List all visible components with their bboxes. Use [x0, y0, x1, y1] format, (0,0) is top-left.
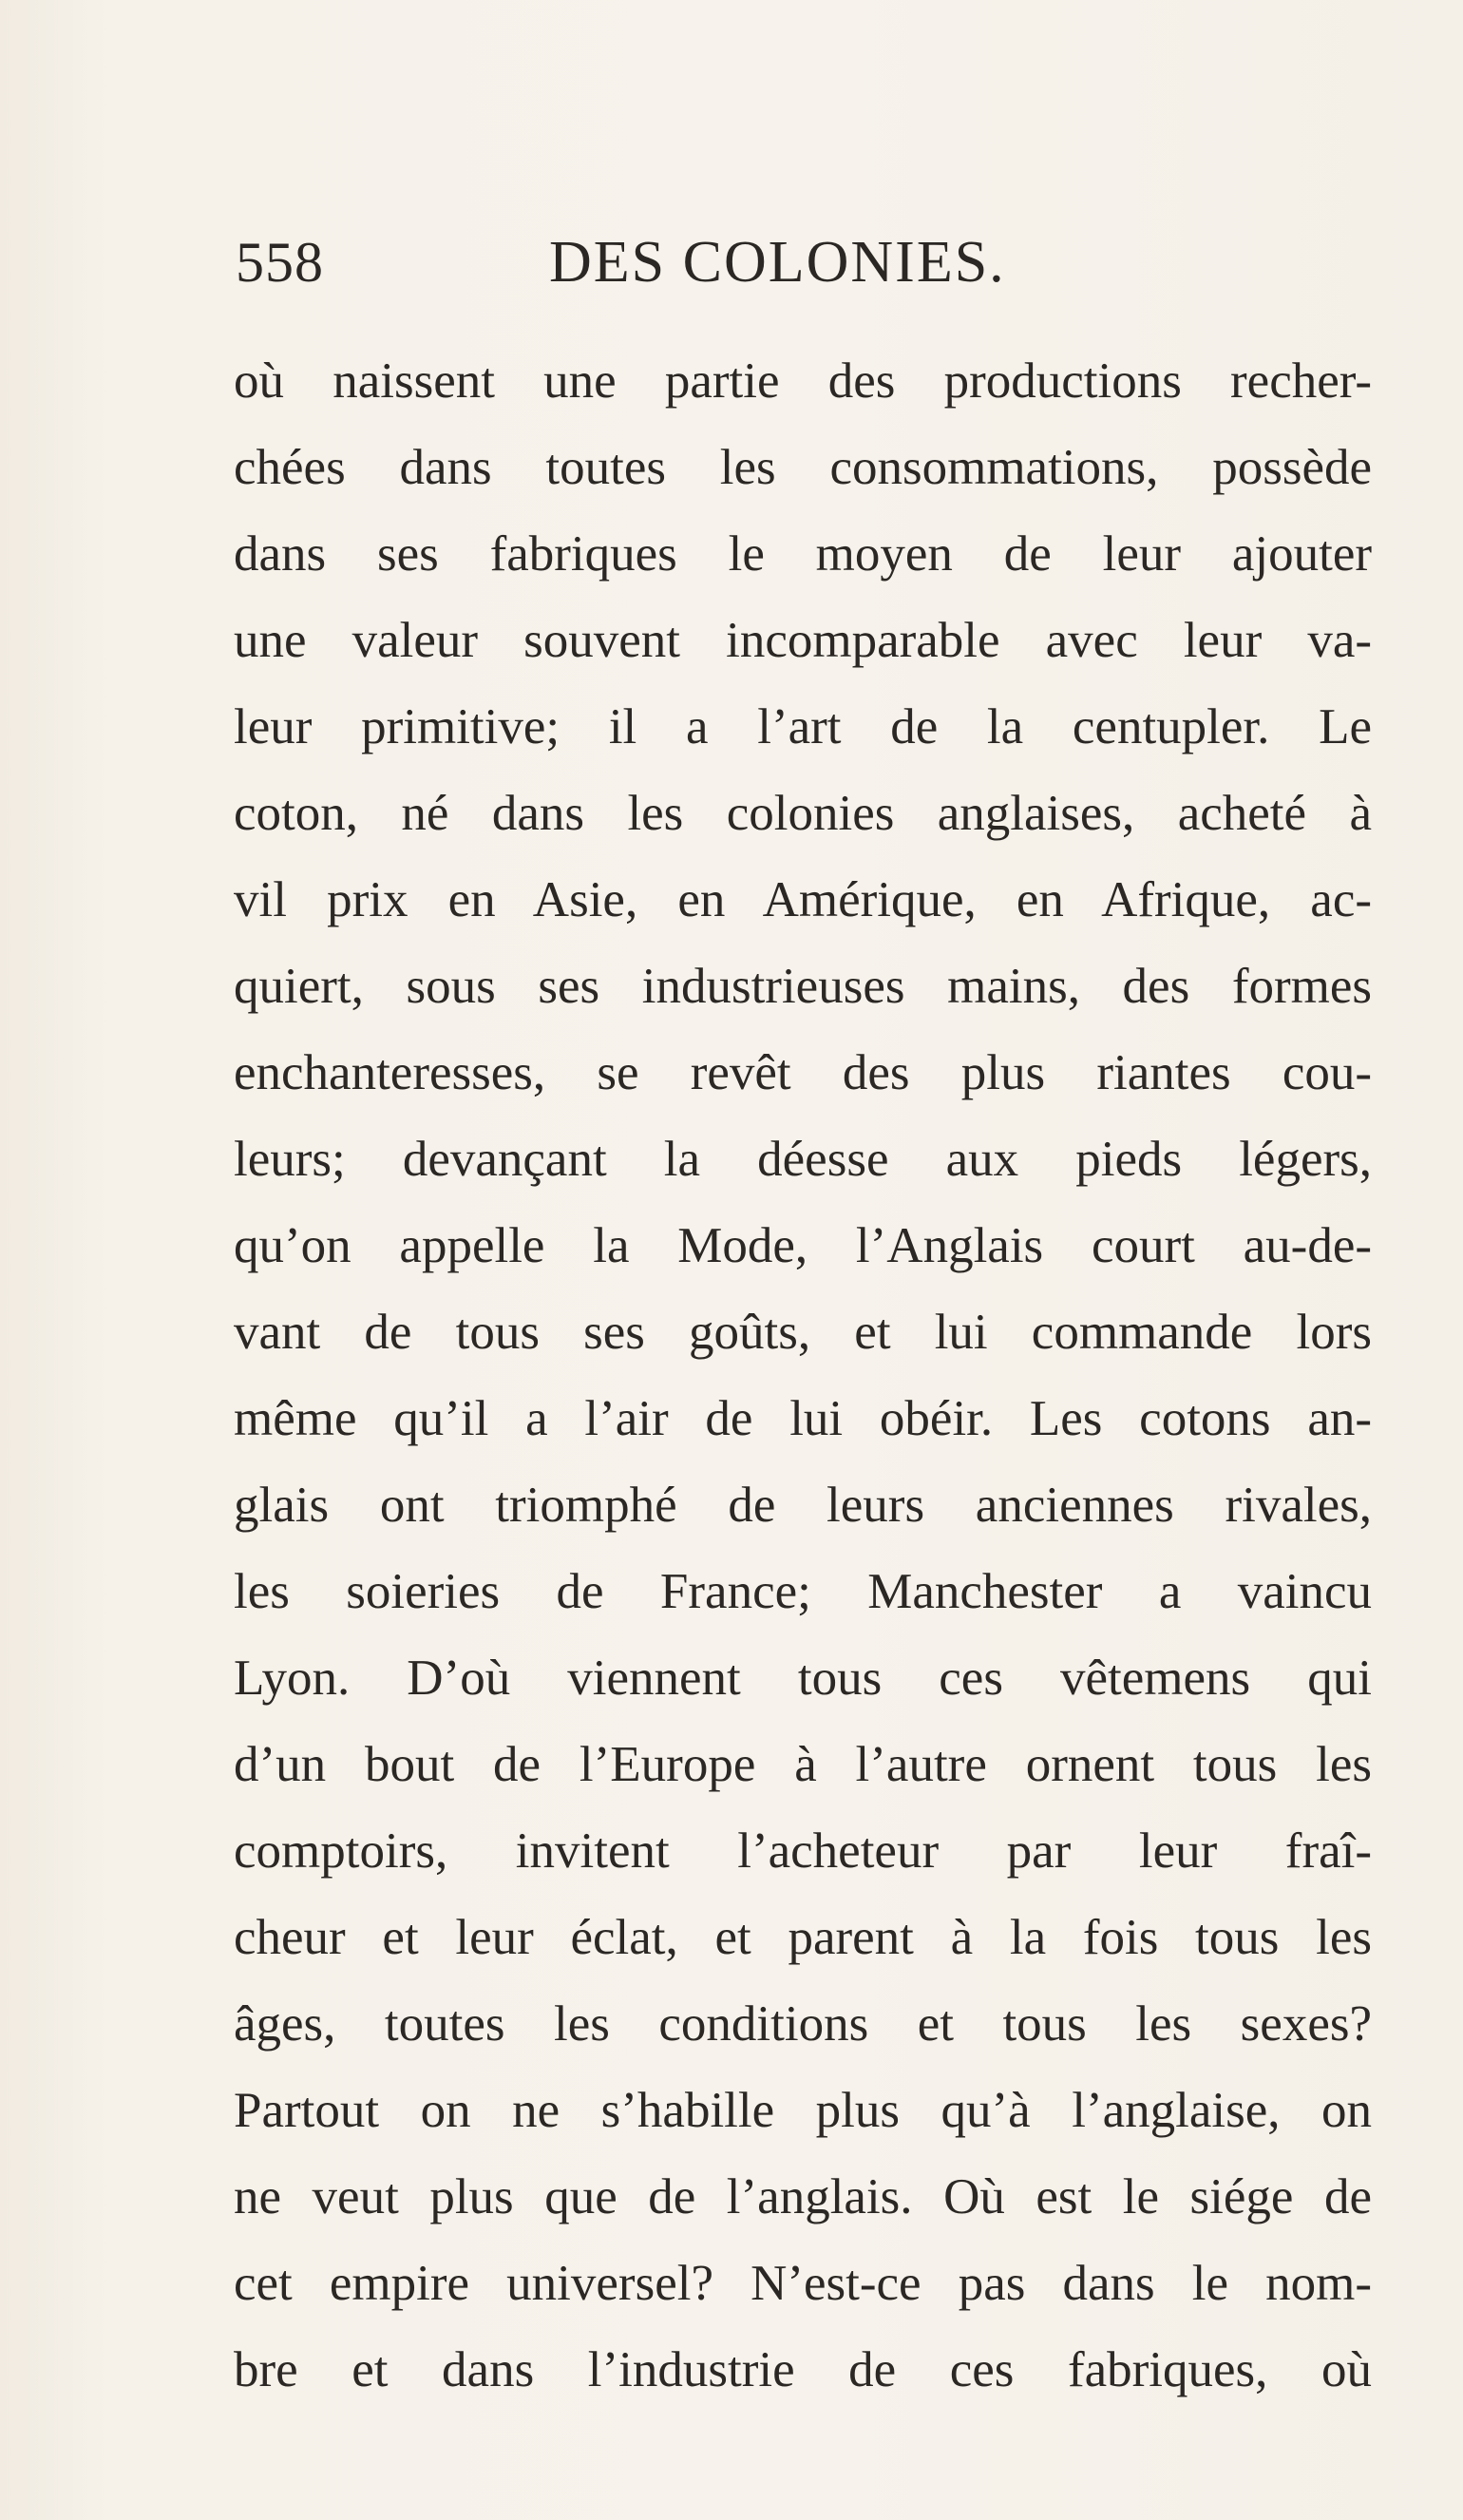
text-line: qu’on appelle la Mode, l’Anglais court au-de- [234, 1218, 1372, 1273]
text-line: Lyon. D’où viennent tous ces vêtemens qui [234, 1651, 1372, 1706]
text-line: cet empire universel? N’est-ce pas dans le nom- [234, 2256, 1372, 2311]
text-line: où naissent une partie des productions recher- [234, 353, 1372, 409]
text-line: leurs; devançant la déesse aux pieds légers, [234, 1132, 1372, 1187]
text-line: âges, toutes les conditions et tous les sexes? [234, 1996, 1372, 2052]
text-line: d’un bout de l’Europe à l’autre ornent tous les [234, 1737, 1372, 1792]
text-line: glais ont triomphé de leurs anciennes rivales, [234, 1478, 1372, 1533]
text-line: ne veut plus que de l’anglais. Où est le siége de [234, 2169, 1372, 2224]
text-line: les soieries de France; Manchester a vaincu [234, 1564, 1372, 1619]
text-line: quiert, sous ses industrieuses mains, des formes [234, 959, 1372, 1014]
text-line: Partout on ne s’habille plus qu’à l’anglaise, on [234, 2083, 1372, 2138]
page-number: 558 [236, 231, 324, 294]
text-line: comptoirs, invitent l’acheteur par leur fraî- [234, 1823, 1372, 1879]
text-line: vant de tous ses goûts, et lui commande lors [234, 1305, 1372, 1360]
running-title: DES COLONIES. [549, 230, 1006, 295]
text-line: dans ses fabriques le moyen de leur ajouter [234, 526, 1372, 582]
running-head [236, 224, 1262, 300]
text-line: enchanteresses, se revêt des plus riantes cou- [234, 1045, 1372, 1100]
text-line: même qu’il a l’air de lui obéir. Les cotons an- [234, 1391, 1372, 1446]
body-text [234, 338, 1372, 2414]
text-line: leur primitive; il a l’art de la centupler. Le [234, 699, 1372, 754]
text-line: bre et dans l’industrie de ces fabriques, où [234, 2342, 1372, 2397]
text-line: une valeur souvent incomparable avec leur va- [234, 613, 1372, 668]
text-line: vil prix en Asie, en Amérique, en Afrique, ac- [234, 872, 1372, 927]
text-line: chées dans toutes les consommations, possède [234, 440, 1372, 495]
text-line: cheur et leur éclat, et parent à la fois tous les [234, 1910, 1372, 1965]
text-line: coton, né dans les colonies anglaises, acheté à [234, 786, 1372, 841]
